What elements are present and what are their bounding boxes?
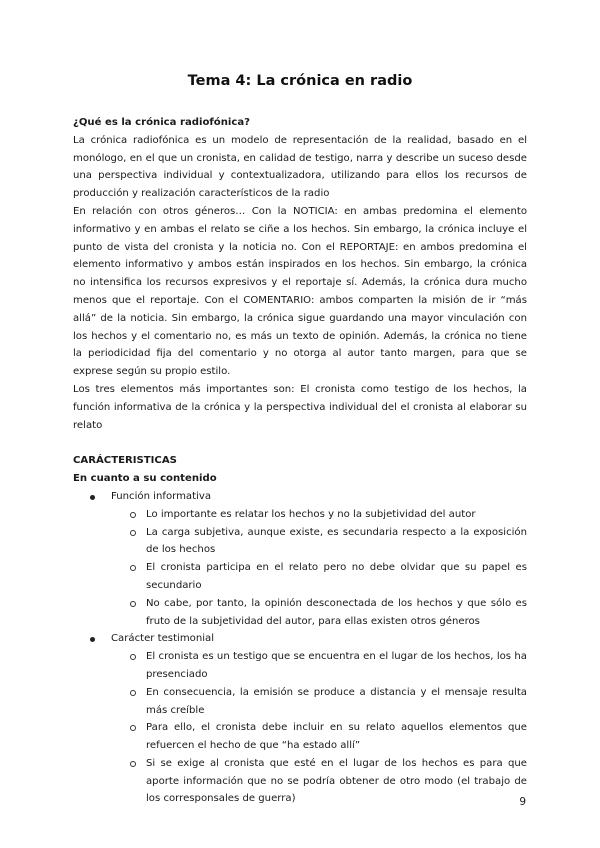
list-item-text: Para ello, el cronista debe incluir en su relato aquellos elementos que refuercen el hecho de que “ha estado allí” [146, 722, 527, 752]
list-item-text: El cronista participa en el relato pero no debe olvidar que su papel es secundario [146, 562, 527, 591]
sublist [73, 648, 527, 808]
circle-bullet-icon [130, 530, 136, 536]
characteristics-list [73, 488, 527, 808]
section-heading-characteristics: CARÁCTERISTICAS [73, 455, 177, 467]
list-item-label: Función informativa [111, 490, 212, 502]
list-item [73, 648, 527, 684]
list-item-text: Si se exige al cronista que esté en el lugar de los hechos es para que aporte información que no se podría obtener de otro modo (el trabajo de los corresponsales de guerra) [146, 757, 527, 805]
list-item-text: No cabe, por tanto, la opinión desconectada de los hechos y que sólo es fruto de la subjetividad del autor, para ellas existen otros géneros [146, 597, 527, 627]
sublist-container [73, 648, 527, 808]
list-item-text: El cronista es un testigo que se encuentra en el lugar de los hechos, los ha presenciado [146, 651, 527, 680]
list-item [73, 755, 527, 808]
list-item [73, 506, 527, 524]
circle-bullet-icon [130, 690, 136, 696]
list-item-text: En consecuencia, la emisión se produce a distancia y el mensaje resulta más creíble [146, 686, 527, 716]
circle-bullet-icon [130, 725, 136, 731]
list-item [73, 559, 527, 595]
list-item [73, 684, 527, 720]
circle-bullet-icon [130, 654, 136, 660]
page-title: Tema 4: La crónica en radio [187, 73, 413, 89]
page-number: 9 [519, 796, 526, 808]
list-item [73, 595, 527, 631]
paragraph-other-genres: En relación con otros géneros… Con la NOTICIA: en ambas predomina el elemento informativo y en ambas el relato se ciñe a los hechos. Sin embargo, la crónica incluye el punto de vista del cronista y la noticia no. Con el REPORTAJE: en ambos predomina el elemento informativo y ambos están inspirados en los hechos. Sin embargo, la crónica no intensifica los recursos expresivos y el reportaje sí. Además, la crónica dura mucho menos que el reportaje. Con el COMENTARIO: ambos comparten la misión de ir “más allá” de la noticia. Sin embargo, la crónica sigue guardando una mayor vinculación con los hechos y el comentario no, es más un texto de opinión. Además, la crónica no tiene la periodicidad fija del comentario y no otorga al autor tanto margen, para que se exprese según su propio estilo. [73, 205, 527, 378]
paragraph-definition: La crónica radiofónica es un modelo de representación de la realidad, basado en el monólogo, en el que un cronista, en calidad de testigo, narra y describe un suceso desde una perspectiva individual y contextualizadora, utilizando para ellos los recursos de producción y realización característicos de la radio [73, 134, 527, 200]
list-item-text: Lo importante es relatar los hechos y no la subjetividad del autor [146, 508, 476, 520]
list-item-text: La carga subjetiva, aunque existe, es secundaria respecto a la exposición de los hechos [146, 526, 527, 556]
circle-bullet-icon [130, 601, 136, 607]
list-item-label: Carácter testimonial [111, 633, 215, 645]
sublist-container [73, 506, 527, 631]
bullet-icon [90, 495, 95, 500]
section-heading-what-is: ¿Qué es la crónica radiofónica? [73, 117, 251, 128]
circle-bullet-icon [130, 761, 136, 767]
list-item [73, 719, 527, 755]
bullet-icon [90, 637, 95, 642]
list-item [73, 524, 527, 560]
list-item [73, 630, 527, 648]
circle-bullet-icon [130, 512, 136, 518]
document-body [73, 114, 527, 808]
subheading-content: En cuanto a su contenido [73, 473, 217, 485]
sublist [73, 506, 527, 631]
circle-bullet-icon [130, 565, 136, 571]
list-item [73, 488, 527, 506]
section-spacer [73, 434, 527, 452]
paragraph-key-elements: Los tres elementos más importantes son: El cronista como testigo de los hechos, la función informativa de la crónica y la perspectiva individual del el cronista al elaborar su relato [73, 383, 527, 431]
